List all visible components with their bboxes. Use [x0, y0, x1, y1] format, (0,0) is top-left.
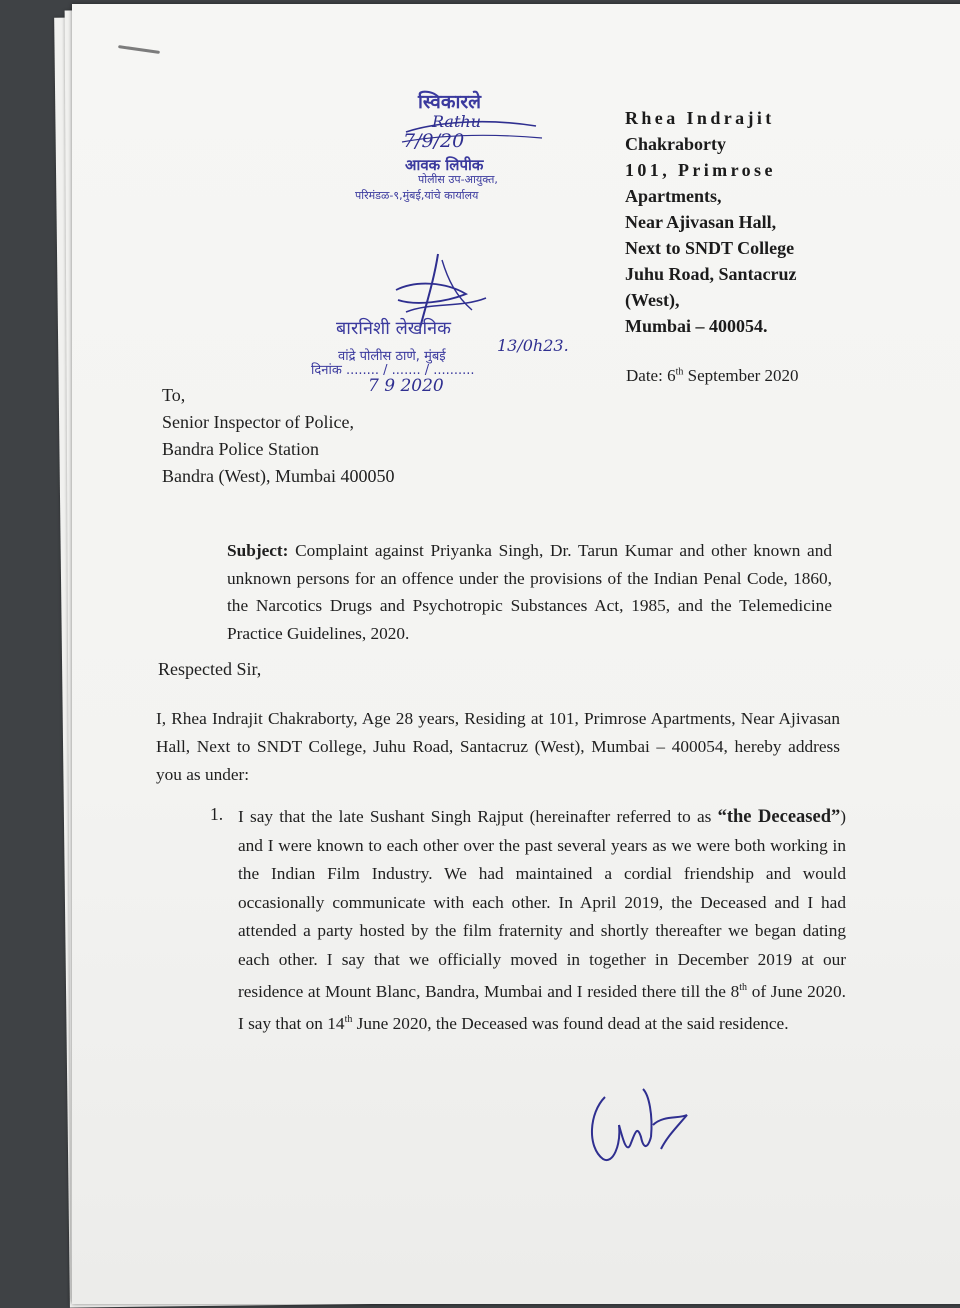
sender-address-line6: Next to SNDT College — [625, 238, 795, 258]
stamp-station-date-line: दिनांक ........ / ....... / .......... — [311, 363, 475, 378]
recipient-line3: Bandra (West), Mumbai 400050 — [162, 466, 395, 486]
paragraph-1 — [238, 803, 846, 1039]
greeting: Respected Sir, — [158, 659, 262, 679]
handwritten-time: 13/0h23. — [497, 336, 569, 355]
date-rest: September 2020 — [683, 366, 799, 385]
sender-address — [625, 105, 830, 339]
recipient-line2: Bandra Police Station — [162, 439, 319, 459]
intro-paragraph: I, Rhea Indrajit Chakraborty, Age 28 years, Residing at 101, Primrose Apartments, Near Ajivasan Hall, Next to SNDT College, Juhu Road, Santacruz (West), Mumbai – 400054, hereby address you as under: — [156, 709, 840, 784]
stamp-inward-zone: परिमंडळ-९,मुंबई,यांचे कार्यालय — [355, 189, 479, 202]
handwritten-date-stamp1: 7/9/20 — [403, 130, 465, 152]
stamp-station-title: बारनिशी लेखनिक — [336, 318, 451, 339]
recipient-to: To, — [162, 385, 186, 405]
sender-name-line1: Rhea Indrajit — [625, 108, 775, 128]
sender-address-line7: Juhu Road, Santacruz — [625, 264, 797, 284]
subject-block — [227, 537, 832, 647]
recipient-block — [162, 382, 395, 490]
stamp1-scribble-icon — [396, 104, 546, 154]
stamp-inward-office: पोलीस उप-आयुक्त, — [418, 173, 498, 186]
sender-address-line4: Apartments, — [625, 186, 722, 206]
subject-text: Complaint against Priyanka Singh, Dr. Tarun Kumar and other known and unknown persons for an offence under the provisions of the Indian Penal Code, 1860, the Narcotics Drugs and Psychotropic Substances Act, 1985, and the Telemedicine Practice Guidelines, 2020. — [227, 541, 832, 643]
date-prefix: Date: 6 — [626, 366, 676, 385]
para1-ordinal-a: th — [739, 982, 748, 993]
para1-text-b: ) and I were known to each other over the past several years as we were both working in the Indian Film Industry. We had maintained a cordial friendship and would occasionally communicate with each other. In April 2019, the Deceased and I had attended a party hosted by the film fraternity and shortly thereafter we began dating each other. I say that we officially moved in together in December 2019 at our residence at Mount Blanc, Bandra, Mumbai and I resided there till the 8 — [238, 807, 847, 1001]
sender-address-line9: Mumbai – 400054. — [625, 316, 768, 336]
para1-text-c: of June 2020. I say that on 14 — [238, 981, 846, 1034]
sender-name-line2: Chakraborty — [625, 134, 727, 154]
handwritten-date-stamp2: 7 9 2020 — [368, 376, 444, 396]
para1-text-a: I say that the late Sushant Singh Rajput (hereinafter referred to as — [238, 807, 718, 826]
subject-label: Subject: — [227, 541, 289, 560]
stamp-station-name: वांद्रे पोलीस ठाणे, मुंबई — [338, 349, 446, 364]
stamp-inward-title: स्विकारले — [418, 91, 482, 113]
handwritten-initial: Rathu — [432, 112, 481, 131]
paragraph-number: 1. — [210, 804, 224, 824]
para1-ordinal-b: th — [344, 1014, 353, 1026]
sender-address-line8: (West), — [625, 290, 680, 310]
date-ordinal: th — [675, 366, 684, 378]
sender-address-line3: 101, Primrose — [625, 160, 776, 180]
recipient-line1: Senior Inspector of Police, — [162, 412, 354, 432]
author-signature-icon — [583, 1085, 693, 1170]
stamp-inward-clerk: आवक लिपीक — [405, 156, 484, 174]
para1-defined-term: “the Deceased” — [717, 807, 841, 827]
letter-date — [626, 366, 799, 386]
para1-text-d: June 2020, the Deceased was found dead at the said residence. — [352, 1014, 789, 1034]
sender-address-line5: Near Ajivasan Hall, — [625, 212, 777, 232]
